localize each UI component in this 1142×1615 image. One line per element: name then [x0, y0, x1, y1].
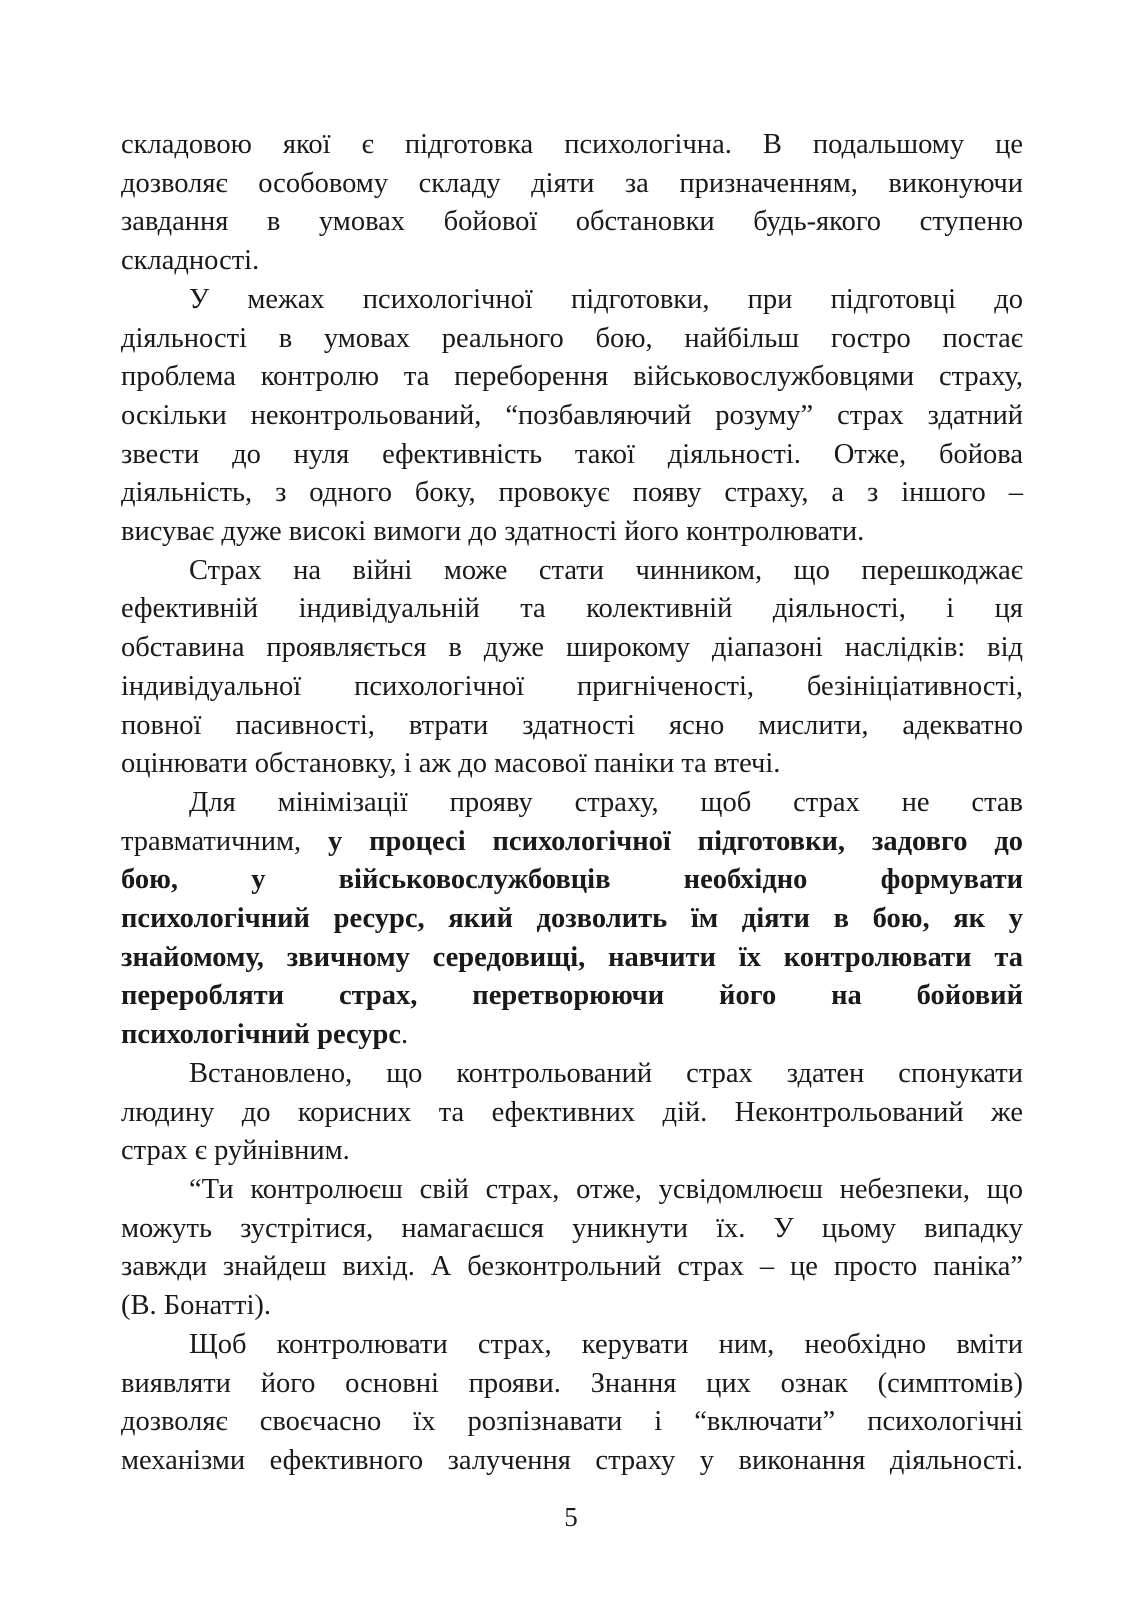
text-run: У межах психологічної підготовки, при підготовці до [189, 283, 1023, 315]
bold-text: бою, у військовослужбовців необхідно формувати [121, 864, 1023, 896]
text-run: звести до нуля ефективність такої діяльності. Отже, бойова [121, 438, 1023, 470]
text-line [121, 745, 1023, 784]
text-line [121, 474, 1023, 513]
text-run: Для мінімізації прояву страху, щоб страх не став [189, 786, 1023, 818]
page-number: 5 [564, 1502, 578, 1532]
text-line [121, 203, 1023, 242]
document-body [121, 126, 1023, 1481]
text-run: виявляти його основні прояви. Знання цих ознак (симптомів) [121, 1367, 1023, 1399]
bold-text: у процесі психологічної підготовки, задовго до [328, 825, 1023, 857]
text-line [121, 281, 1023, 320]
text-run: діяльності в умовах реального бою, найбільш гостро постає [121, 322, 1023, 354]
text-run: оскільки неконтрольований, “позбавляючий розуму” страх здатний [121, 399, 1023, 431]
text-run: людину до корисних та ефективних дій. Неконтрольований же [121, 1096, 1023, 1128]
text-run: індивідуальної психологічної пригніченості, безініціативності, [121, 670, 1023, 702]
text-line [121, 1171, 1023, 1210]
text-line [121, 1442, 1023, 1481]
text-line [121, 165, 1023, 204]
text-run: проблема контролю та переборення військовослужбовцями страху, [121, 361, 1023, 393]
text-line [121, 1210, 1023, 1249]
text-run: складовою якої є підготовка психологічна. В подальшому це [121, 129, 1023, 160]
bold-text: психологічний ресурс [121, 1019, 401, 1051]
text-line [121, 668, 1023, 707]
text-run: завдання в умовах бойової обстановки будь-якого ступеню [121, 206, 1023, 238]
text-line [121, 1016, 1023, 1055]
paragraph [121, 126, 1023, 281]
text-line [121, 590, 1023, 629]
text-line [121, 436, 1023, 475]
text-line [121, 823, 1023, 862]
text-run: травматичним, [121, 825, 328, 857]
text-run: (В. Бонатті). [121, 1290, 271, 1322]
bold-text: психологічний ресурс, який дозволить їм діяти в бою, як у [121, 903, 1023, 935]
text-run: дозволяє своєчасно їх розпізнавати і “включати” психологічні [121, 1406, 1023, 1438]
text-line [121, 126, 1023, 165]
text-line [121, 1403, 1023, 1442]
text-run: механізми ефективного залучення страху у виконання діяльності. [121, 1444, 1023, 1476]
text-line [121, 1248, 1023, 1287]
paragraph [121, 1326, 1023, 1481]
text-run: обставина проявляється в дуже широкому діапазоні наслідків: від [121, 632, 1023, 664]
text-run: повної пасивності, втрати здатності ясно мислити, адекватно [121, 709, 1023, 741]
text-run: . [400, 1019, 409, 1051]
text-line [121, 1287, 1023, 1326]
text-run: оцінювати обстановку, і аж до масової паніки та втечі. [121, 748, 781, 780]
text-line [121, 1132, 1023, 1171]
text-run: Щоб контролювати страх, керувати ним, необхідно вміти [189, 1328, 1023, 1360]
text-line [121, 242, 1023, 281]
text-run: страх є руйнівним. [121, 1135, 350, 1167]
text-line [121, 1055, 1023, 1094]
text-line [121, 1326, 1023, 1365]
text-run: Встановлено, що контрольований страх здатен спонукати [189, 1057, 1023, 1089]
text-run: висуває дуже високі вимоги до здатності його контролювати. [121, 516, 865, 548]
bold-text: переробляти страх, перетворюючи його на бойовий [121, 980, 1023, 1012]
text-line [121, 358, 1023, 397]
text-line [121, 939, 1023, 978]
paragraph [121, 281, 1023, 552]
text-run: “Ти контролюєш свій страх, отже, усвідомлюєш небезпеки, що [189, 1173, 1023, 1205]
paragraph [121, 1171, 1023, 1326]
text-run: ефективній індивідуальній та колективній діяльності, і ця [121, 593, 1023, 625]
text-line [121, 552, 1023, 591]
text-line [121, 1365, 1023, 1404]
text-line [121, 861, 1023, 900]
text-line [121, 397, 1023, 436]
text-line [121, 900, 1023, 939]
text-line [121, 320, 1023, 359]
text-line [121, 784, 1023, 823]
text-run: можуть зустрітися, намагаєшся уникнути їх. У цьому випадку [121, 1212, 1023, 1244]
text-run: Страх на війні може стати чинником, що перешкоджає [189, 554, 1023, 586]
paragraph [121, 552, 1023, 784]
paragraph [121, 1055, 1023, 1171]
text-run: дозволяє особовому складу діяти за призначенням, виконуючи [121, 167, 1023, 199]
text-run: завжди знайдеш вихід. А безконтрольний страх – це просто паніка” [121, 1251, 1023, 1283]
text-line [121, 707, 1023, 746]
text-line [121, 1094, 1023, 1133]
text-line [121, 513, 1023, 552]
text-run: складності. [121, 245, 260, 277]
paragraph [121, 784, 1023, 1055]
text-line [121, 629, 1023, 668]
text-line [121, 977, 1023, 1016]
text-run: діяльність, з одного боку, провокує появу страху, а з іншого – [121, 477, 1023, 509]
bold-text: знайомому, звичному середовищі, навчити їх контролювати та [121, 941, 1023, 973]
